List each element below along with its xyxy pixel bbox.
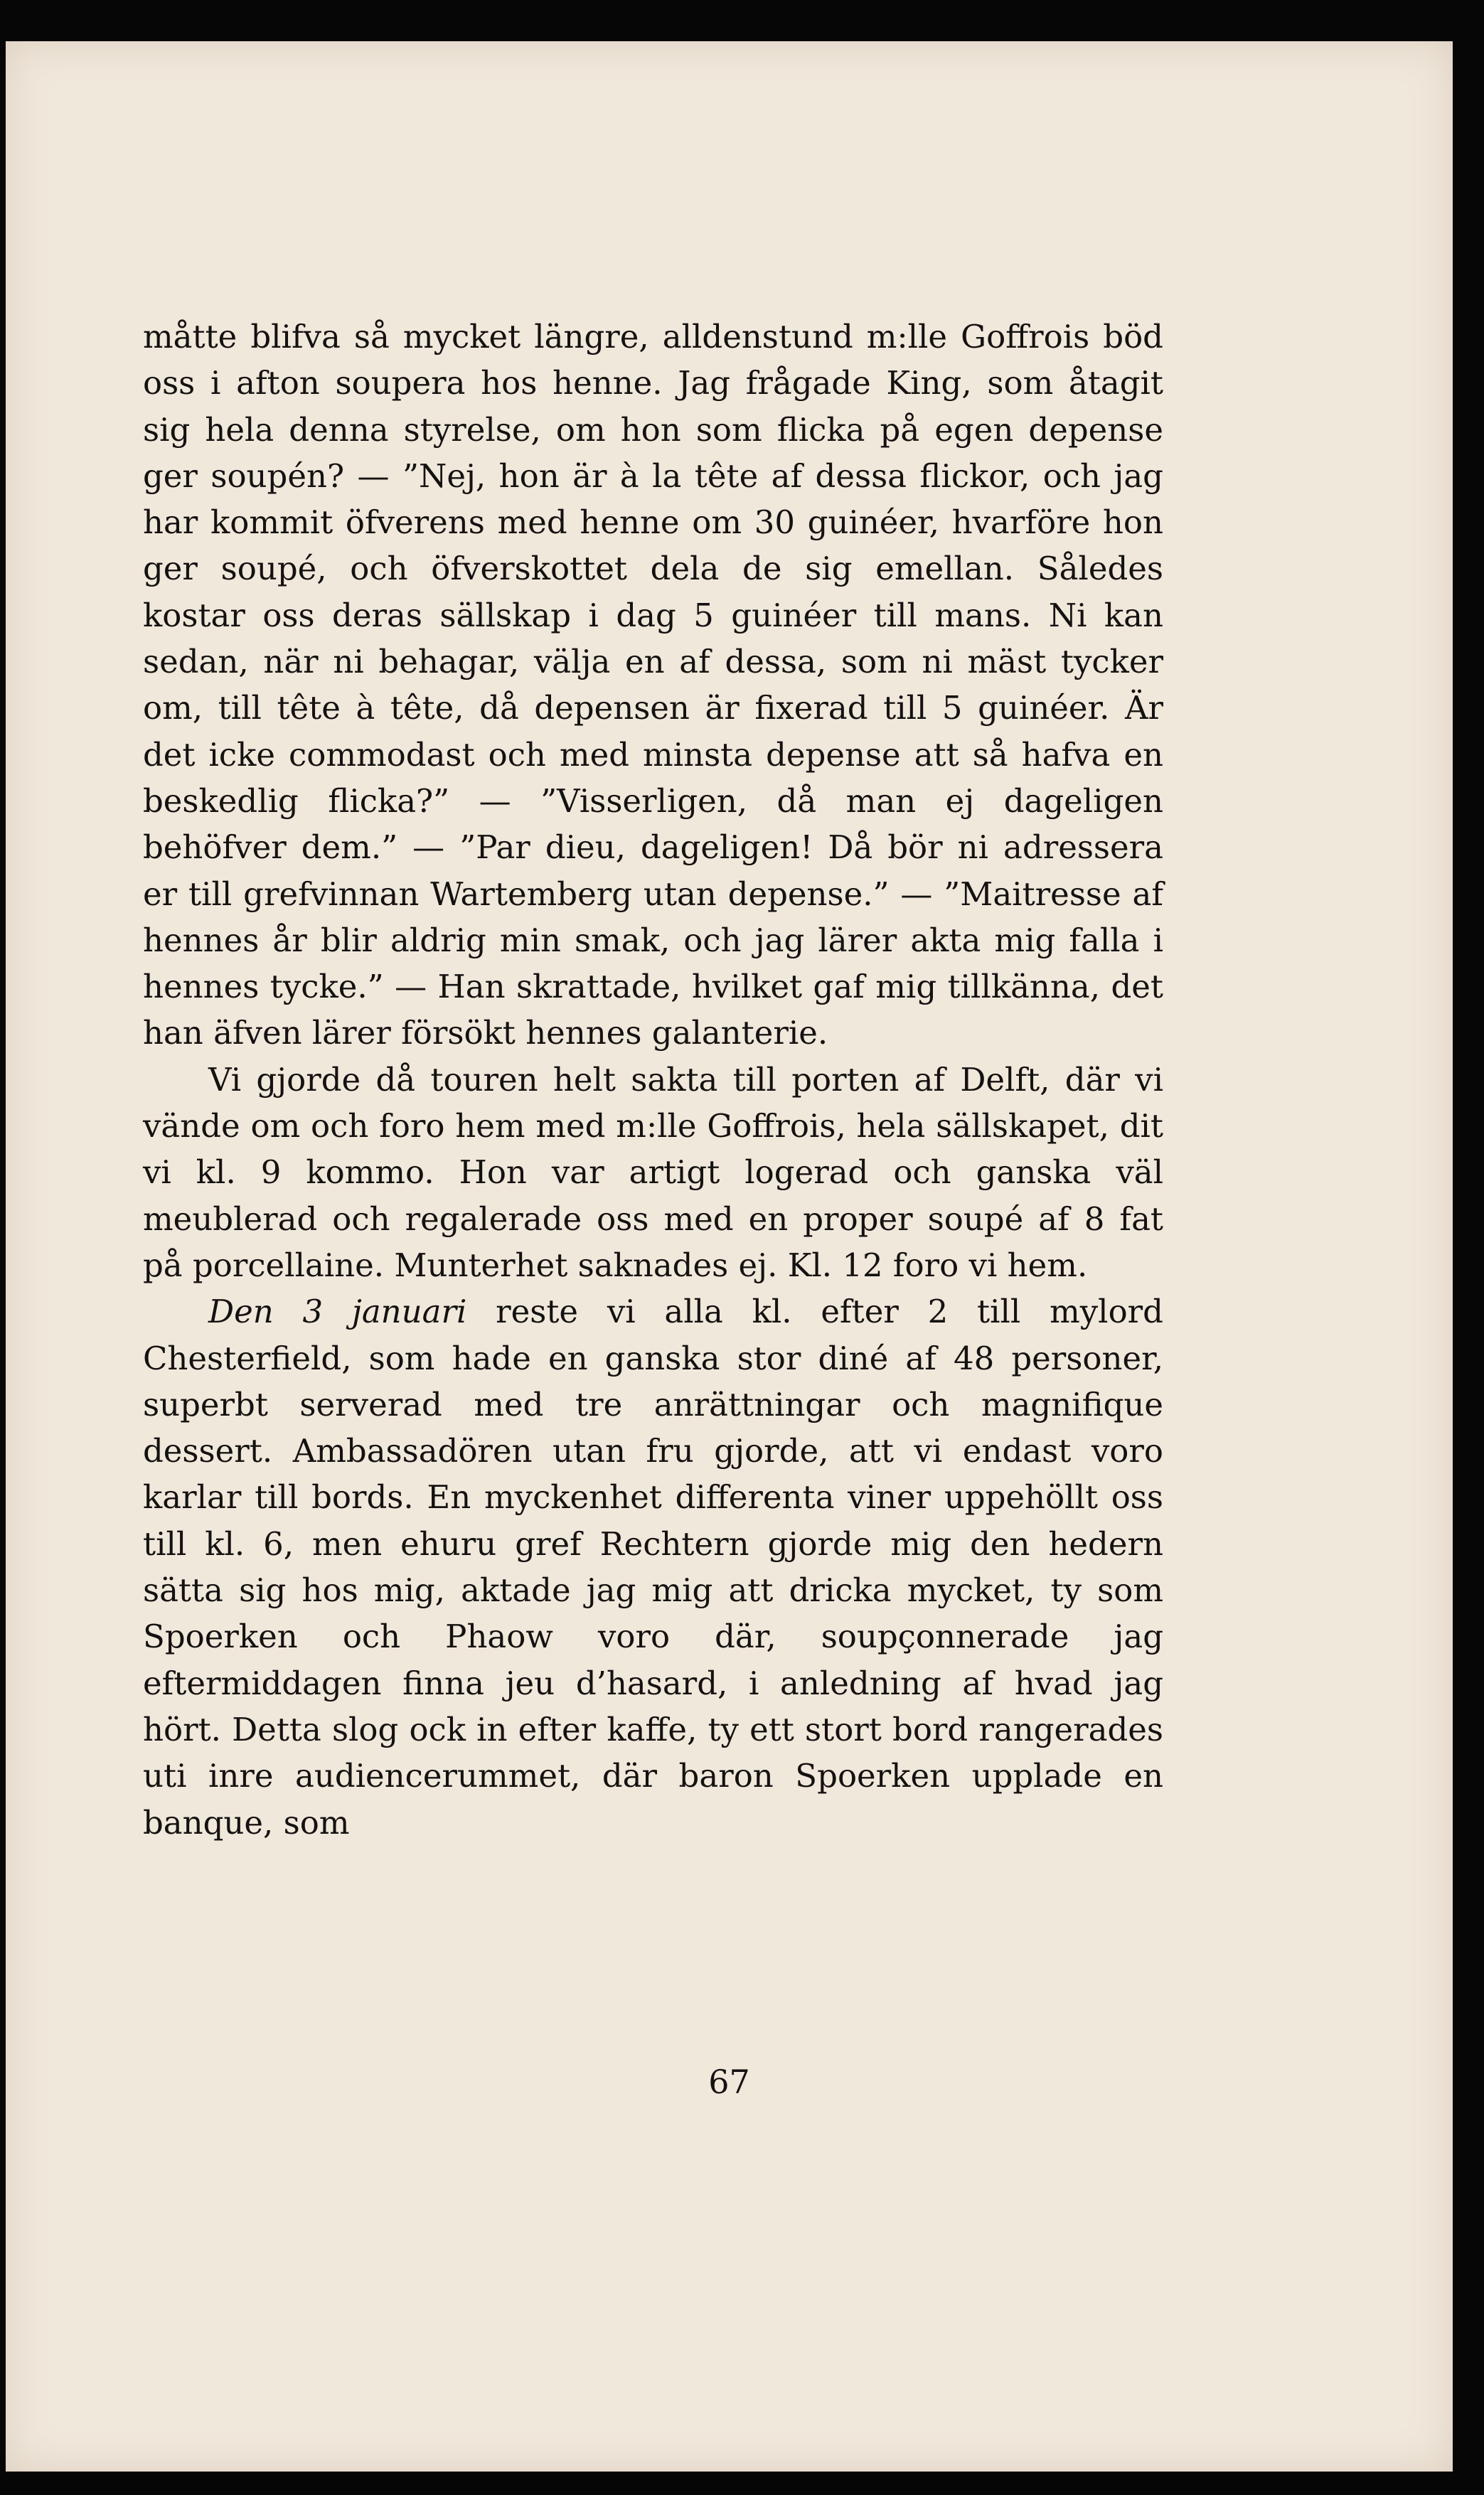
paragraph-2-text: Vi gjorde då touren helt sakta till porten af Delft, där vi vände om och foro hem med m:lle Goffrois, hela sällskapet, dit vi kl. 9 kommo. Hon var artigt logerad och ganska väl meublerad och regalerade oss med en proper soupé af 8 fat på porcellaine. Munterhet saknades ej. Kl. 12 foro vi hem. [143,1060,1163,1284]
book-page [6,41,1453,2472]
paragraph-2 [143,1057,1163,1288]
paragraph-1 [143,314,1163,1057]
paragraph-3-date: Den 3 januari [208,1293,467,1331]
page-number: 67 [708,2063,750,2101]
paragraph-1-text: måtte blifva så mycket längre, alldenstund m:lle Goffrois böd oss i afton soupera hos henne. Jag frågade King, som åtagit sig hela denna styrelse, om hon som flicka på egen depense ger soupén? — ”Nej, hon är à la tête af dessa flickor, och jag har kommit öfverens med henne om 30 guinéer, hvarföre hon ger soupé, och öfverskottet dela de sig emellan. Således kostar oss deras sällskap i dag 5 guinéer till mans. Ni kan sedan, när ni behagar, välja en af dessa, som ni mäst tycker om, till tête à tête, då depensen är fixerad till 5 guinéer. Är det icke commodast och med minsta depense att så hafva en beskedlig flicka?” — ”Visserligen, då man ej dageligen behöfver dem.” — ”Par dieu, dageligen! Då bör ni adressera er till grefvinnan Wartemberg utan depense.” — ”Maitresse af hennes år blir aldrig min smak, och jag lärer akta mig falla i hennes tycke.” — Han skrattade, hvilket gaf mig tillkänna, det han äfven lärer försökt hennes galanterie. [143,318,1163,1052]
paragraph-3 [143,1288,1163,1846]
paragraph-3-text: reste vi alla kl. efter 2 till mylord Chesterfield, som hade en ganska stor diné af 48 personer, superbt serverad med tre anrättningar och magnifique dessert. Ambassadören utan fru gjorde, att vi endast voro karlar till bords. En myckenhet differenta viner uppehöllt oss till kl. 6, men ehuru gref Rechtern gjorde mig den hedern sätta sig hos mig, aktade jag mig att dricka mycket, ty som Spoerken och Phaow voro där, soupçonnerade jag eftermiddagen finna jeu d’hasard, i anledning af hvad jag hört. Detta slog ock in efter kaffe, ty ett stort bord rangerades uti inre audiencerummet, där baron Spoerken upplade en banque, som [143,1293,1163,1842]
body-text [143,314,1163,1846]
